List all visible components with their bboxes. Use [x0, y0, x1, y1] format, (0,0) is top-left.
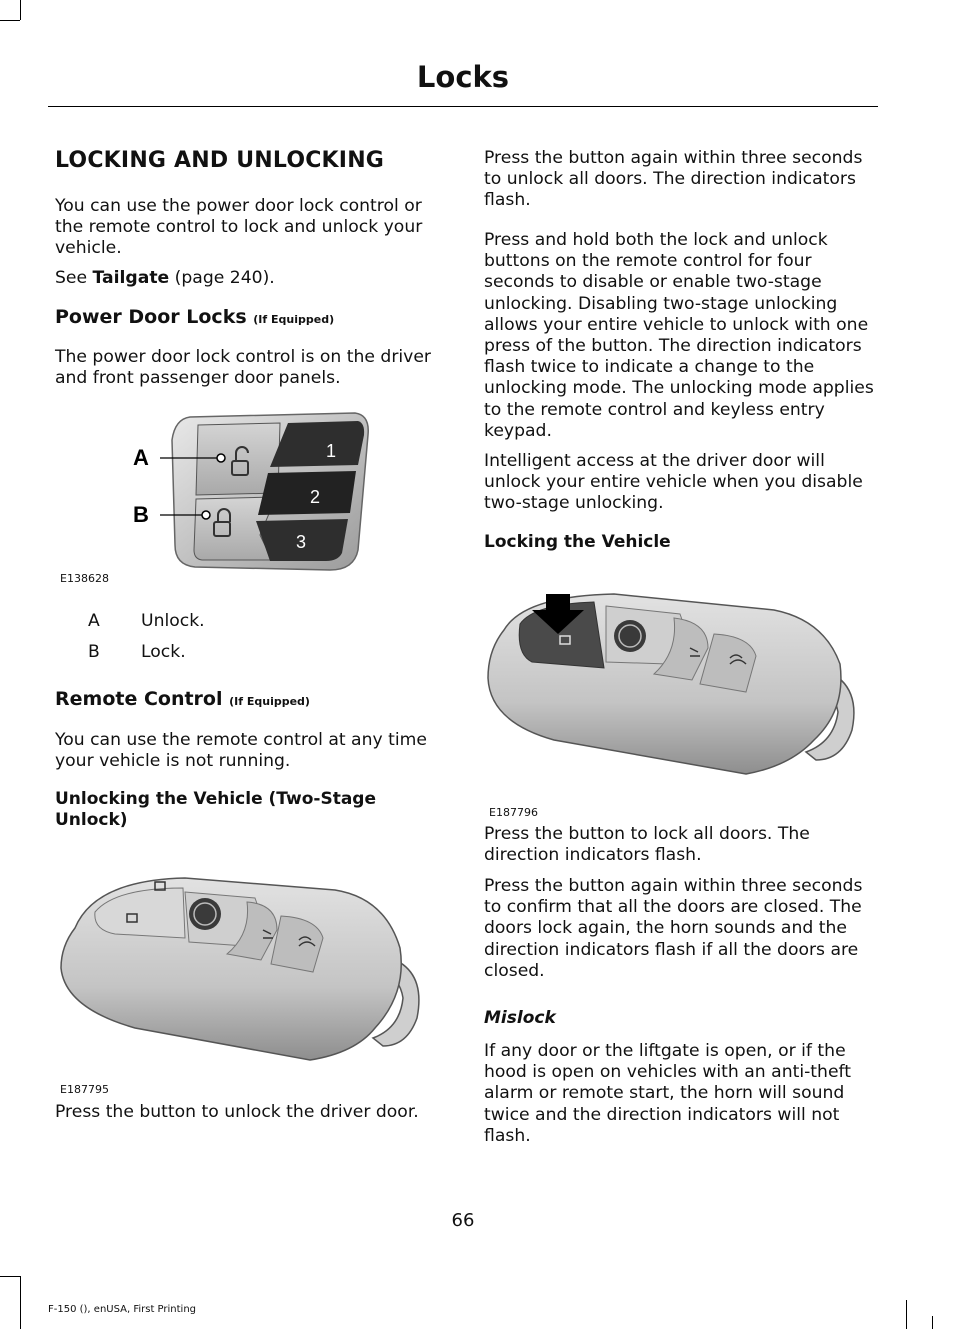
- mislock-heading: Mislock: [484, 1008, 556, 1028]
- key-fob-illustration-unlock: [55, 868, 435, 1078]
- heading-text: Remote Control: [55, 688, 223, 710]
- door-lock-switch-illustration: [120, 405, 380, 580]
- intro-paragraph: You can use the power door lock control or the remote control to lock and unlock your vehicle.: [55, 196, 423, 259]
- see-prefix: See: [55, 268, 93, 288]
- header-rule: [48, 106, 878, 107]
- crop-mark: [0, 1276, 20, 1277]
- legend-key: B: [88, 642, 100, 662]
- paragraph-lock-all: Press the button to lock all doors. The direction indicators flash.: [484, 824, 810, 866]
- key-fob-illustration-lock: [484, 590, 864, 790]
- remote-control-heading: [55, 688, 310, 710]
- crop-mark: [906, 1300, 907, 1329]
- image-code: E187796: [489, 806, 538, 819]
- paragraph-two-stage: Press and hold both the lock and unlock buttons on the remote control for four seconds to disable or enable two-stage unlocking. Disabling two-stage unlocking allows your entire vehicle to unlock with one press of the button. The direction indicators flash twice to indicate a change to the unlocking mode. The unlocking mode applies to the remote control and keyless entry keypad.: [484, 230, 874, 441]
- tailgate-link[interactable]: Tailgate: [92, 268, 170, 288]
- crop-mark: [20, 0, 21, 20]
- heading-qualifier: (If Equipped): [253, 313, 335, 326]
- footer-text: F-150 (), enUSA, First Printing: [48, 1304, 197, 1315]
- heading-text: Power Door Locks: [55, 306, 247, 328]
- crop-mark: [0, 20, 20, 21]
- heading-qualifier: (If Equipped): [229, 695, 310, 708]
- paragraph-intelligent-access: Intelligent access at the driver door will unlock your entire vehicle when you disable two-stage unlocking.: [484, 451, 863, 514]
- legend-row: [88, 642, 186, 662]
- legend-desc: Unlock.: [141, 611, 205, 631]
- key-2: 2: [310, 487, 321, 507]
- crop-mark: [20, 1276, 21, 1329]
- callout-b: B: [133, 502, 149, 527]
- section-heading: LOCKING AND UNLOCKING: [55, 148, 385, 173]
- callout-a: A: [133, 445, 149, 470]
- see-reference: [55, 268, 435, 289]
- legend-row: [88, 611, 205, 631]
- power-door-locks-heading: [55, 306, 334, 328]
- remote-paragraph: You can use the remote control at any time your vehicle is not running.: [55, 730, 427, 772]
- image-code: E138628: [60, 572, 109, 585]
- see-suffix: (page 240).: [169, 268, 275, 288]
- paragraph-unlock-all: Press the button again within three seconds to unlock all doors. The direction indicators flash.: [484, 148, 863, 211]
- key-3: 3: [296, 532, 307, 552]
- locking-heading: Locking the Vehicle: [484, 532, 671, 552]
- paragraph-mislock: If any door or the liftgate is open, or if the hood is open on vehicles with an anti-theft alarm or remote start, the horn will sound twice and the direction indicators will not flash.: [484, 1041, 852, 1146]
- power-locks-paragraph: The power door lock control is on the driver and front passenger door panels.: [55, 347, 431, 389]
- crop-mark: [932, 1316, 933, 1329]
- image-code: E187795: [60, 1083, 109, 1096]
- key-1: 1: [326, 441, 337, 461]
- paragraph-confirm-closed: Press the button again within three seconds to confirm that all the doors are closed. The doors lock again, the horn sounds and the direction indicators flash if all the doors are closed.: [484, 876, 863, 981]
- legend-key: A: [88, 611, 100, 631]
- unlock-driver-paragraph: Press the button to unlock the driver door.: [55, 1102, 419, 1122]
- legend-desc: Lock.: [141, 642, 186, 662]
- page-number: 66: [451, 1210, 475, 1231]
- page-title: Locks: [416, 60, 510, 94]
- unlocking-subheading: Unlocking the Vehicle (Two-Stage Unlock): [55, 789, 377, 830]
